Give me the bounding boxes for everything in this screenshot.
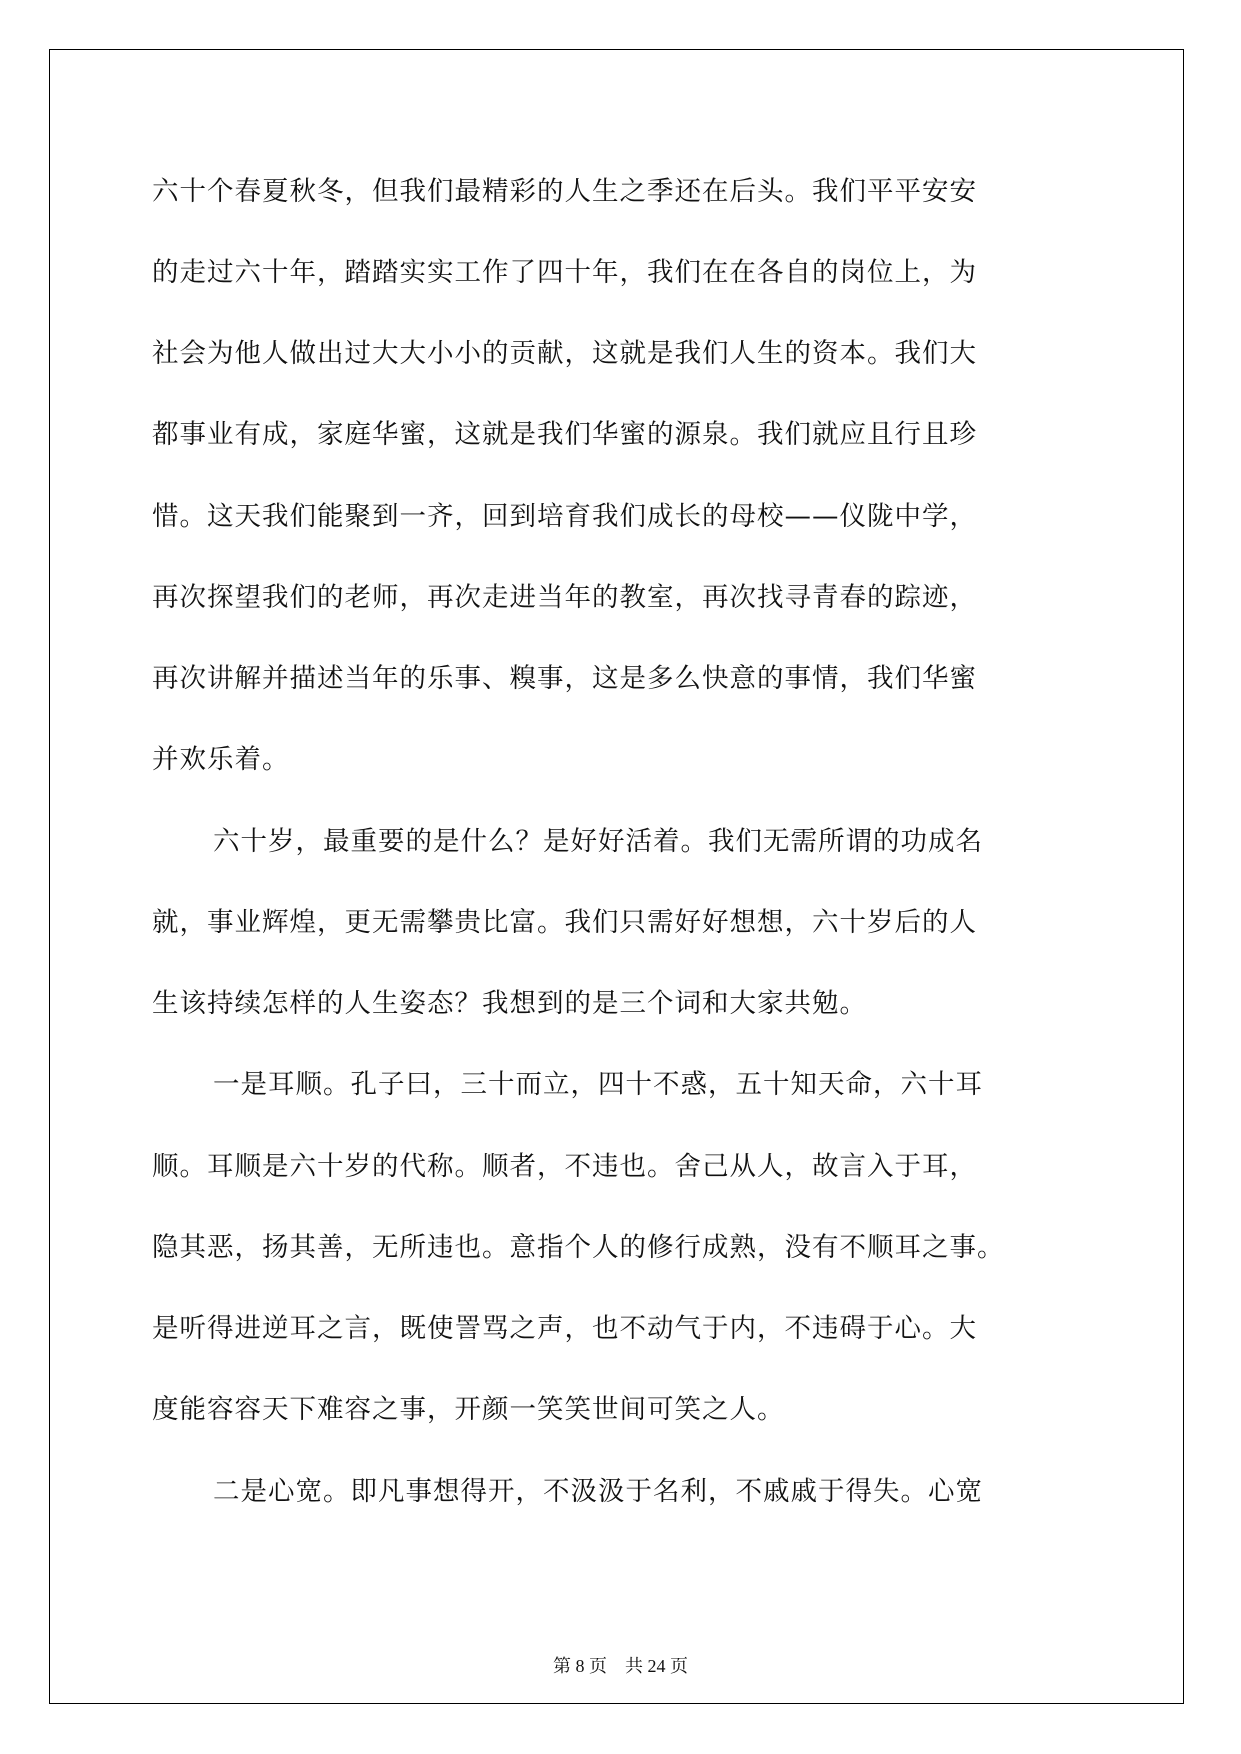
text-line: 再次讲解并描述当年的乐事、糗事，这是多么快意的事情，我们华蜜: [152, 663, 977, 694]
page-border: [49, 49, 1184, 1704]
text-line: 的走过六十年，踏踏实实工作了四十年，我们在在各自的岗位上，为: [152, 257, 977, 288]
text-line: 并欢乐着。: [152, 744, 290, 775]
text-line: 二是心宽。即凡事想得开，不汲汲于名利，不戚戚于得失。心宽: [213, 1476, 983, 1507]
text-line: 惜。这天我们能聚到一齐，回到培育我们成长的母校——仪陇中学，: [152, 501, 977, 532]
text-line: 再次探望我们的老师，再次走进当年的教室，再次找寻青春的踪迹，: [152, 582, 977, 613]
text-line: 就，事业辉煌，更无需攀贵比富。我们只需好好想想，六十岁后的人: [152, 907, 977, 938]
text-line: 六十岁，最重要的是什么？是好好活着。我们无需所谓的功成名: [213, 826, 983, 857]
text-line: 六十个春夏秋冬，但我们最精彩的人生之季还在后头。我们平平安安: [152, 176, 977, 207]
text-line: 度能容容天下难容之事，开颜一笑笑世间可笑之人。: [152, 1394, 785, 1425]
text-line: 一是耳顺。孔子曰，三十而立，四十不惑，五十知天命，六十耳: [213, 1069, 983, 1100]
text-line: 都事业有成，家庭华蜜，这就是我们华蜜的源泉。我们就应且行且珍: [152, 419, 977, 450]
text-line: 顺。耳顺是六十岁的代称。顺者，不违也。舍己从人，故言入于耳，: [152, 1151, 977, 1182]
page-number-footer: 第 8 页 共 24 页: [553, 1656, 688, 1676]
text-line: 隐其恶，扬其善，无所违也。意指个人的修行成熟，没有不顺耳之事。: [152, 1232, 1005, 1263]
text-line: 是听得进逆耳之言，既使詈骂之声，也不动气于内，不违碍于心。大: [152, 1313, 977, 1344]
text-line: 生该持续怎样的人生姿态？我想到的是三个词和大家共勉。: [152, 988, 867, 1019]
text-line: 社会为他人做出过大大小小的贡献，这就是我们人生的资本。我们大: [152, 338, 977, 369]
